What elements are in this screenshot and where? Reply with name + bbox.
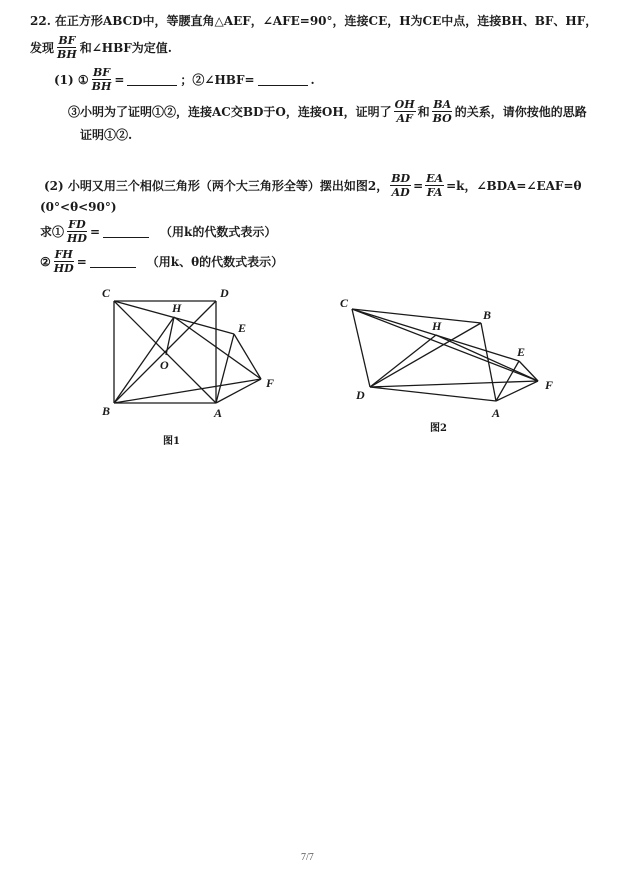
point-label-E: E: [238, 321, 247, 335]
part1-q3-text: ③小明为了证明①②，连接AC交BD于O，连接OH，证明了: [68, 105, 392, 119]
point-label-C: C: [102, 286, 111, 300]
point-label-B: B: [483, 308, 492, 322]
segment-EF: [234, 334, 261, 379]
part2-q2-prefix: ②: [40, 254, 51, 269]
intro-prefix: 发现: [30, 41, 55, 55]
problem-intro-text: 在正方形ABCD中，等腰直角△AEF，∠AFE=90°，连接CE，H为CE中点，连接BH、BF、HF，: [54, 14, 598, 28]
equals-sign: =: [89, 224, 101, 239]
segment-HF: [174, 317, 261, 379]
fraction-numerator: BA: [433, 98, 452, 111]
part1-q3-text-cont: 的关系，请你按他的思路: [454, 105, 587, 119]
point-label-E: E: [517, 345, 526, 359]
point-label-F: F: [545, 378, 554, 392]
point-label-H: H: [172, 301, 182, 315]
segment-AE: [216, 334, 234, 403]
fraction-denominator: HD: [53, 262, 74, 275]
figure-2-caption: 图2: [430, 423, 447, 434]
figure-2-triangles-diagram: [340, 296, 553, 420]
fraction-numerator: BF: [92, 66, 111, 79]
fraction-denominator: AD: [391, 186, 410, 199]
point-label-O: O: [160, 358, 169, 372]
point-label-F: F: [266, 376, 275, 390]
point-label-D: D: [220, 286, 229, 300]
segment-CF: [352, 309, 538, 381]
point-label-A: A: [492, 406, 501, 420]
equals-sign: =: [76, 254, 87, 269]
part2-q1-hint: （用k的代数式表示）: [160, 225, 277, 239]
figure-1-square-diagram: [101, 286, 274, 420]
point-label-D: D: [356, 388, 365, 402]
segment-DA: [370, 387, 496, 401]
part2-condition-text: =k，∠BDA=∠EAF=θ: [446, 179, 582, 193]
fraction-denominator: BH: [57, 48, 77, 61]
period: .: [310, 72, 315, 87]
segment-DH: [370, 335, 436, 387]
equals-sign: =: [114, 72, 125, 87]
fraction-denominator: AF: [396, 112, 413, 125]
point-label-B: B: [102, 404, 111, 418]
fraction-numerator: FH: [54, 248, 73, 261]
point-label-A: A: [214, 406, 223, 420]
and-text: 和: [417, 105, 430, 119]
part1-q2-text: ；②∠HBF=: [180, 73, 255, 87]
fraction-denominator: BH: [91, 80, 112, 93]
equals-sign: =: [413, 178, 424, 193]
part2-intro-text: (2) 小明又用三个相似三角形（两个大三角形全等）摆出如图2，: [44, 179, 389, 193]
point-label-C: C: [340, 296, 349, 310]
problem-number: 22.: [30, 13, 51, 28]
theta-range: (0°<θ<90°): [40, 200, 117, 214]
segment-CD: [352, 309, 370, 387]
part2-q2-hint: （用k、θ的代数式表示）: [146, 255, 284, 269]
fraction-denominator: BO: [432, 112, 452, 125]
fraction-numerator: FD: [68, 218, 86, 231]
segment-BD: [370, 323, 481, 387]
intro-suffix: 和∠HBF为定值.: [79, 41, 172, 55]
segment-DF: [370, 381, 538, 387]
point-label-H: H: [432, 319, 442, 333]
fraction-numerator: OH: [394, 98, 415, 111]
fraction-numerator: EA: [426, 172, 444, 185]
page-number: 7/7: [301, 852, 314, 863]
fraction-numerator: BF: [58, 34, 76, 47]
fraction-numerator: BD: [391, 172, 411, 185]
part1-q3-prove-text: 证明①②.: [80, 128, 133, 142]
fraction-denominator: FA: [426, 186, 443, 199]
part1-label: (1) ①: [54, 72, 89, 87]
fraction-denominator: HD: [67, 232, 87, 245]
part2-q1-prefix: 求①: [40, 225, 65, 239]
figure-1-caption: 图1: [163, 436, 180, 447]
